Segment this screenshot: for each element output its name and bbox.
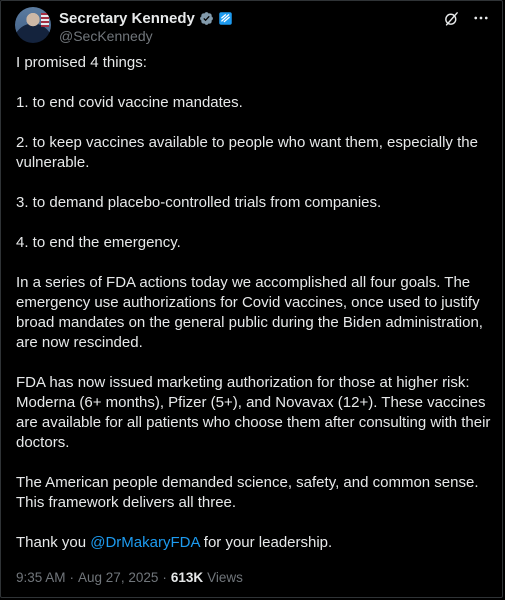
grok-icon[interactable] [442, 9, 460, 27]
tweet-paragraph: I promised 4 things: [16, 54, 147, 71]
tweet-paragraph: FDA has now issued marketing authorization for those at higher risk: Moderna (6+ months), Pfizer (5+), and Novavax (12+). These vaccines are available for all patients who choose them after consulting with their doctors. [16, 374, 495, 451]
tweet-date[interactable]: Aug 27, 2025 [78, 570, 159, 585]
tweet-paragraph: In a series of FDA actions today we accomplished all four goals. The emergency use authorizations for Covid vaccines, once used to justify broad mandates on the general public during the Biden administration, are now rescinded. [16, 274, 488, 351]
tweet-thanks-paragraph [16, 533, 492, 553]
meta-separator: · [162, 570, 167, 585]
mention-link[interactable]: @DrMakaryFDA [90, 534, 200, 551]
avatar[interactable] [15, 7, 51, 43]
tweet-paragraph: 4. to end the emergency. [16, 234, 181, 251]
tweet-text [16, 53, 495, 553]
flag-icon [41, 13, 49, 27]
government-affiliate-icon[interactable] [218, 11, 233, 26]
tweet-meta [16, 570, 243, 585]
tweet-header [15, 7, 490, 47]
views-label: Views [207, 570, 243, 585]
author-name-row [59, 9, 233, 27]
more-icon[interactable] [472, 9, 490, 27]
tweet-paragraph: 3. to demand placebo-controlled trials from companies. [16, 194, 382, 211]
tweet-paragraph: The American people demanded science, safety, and common sense. This framework delivers all three. [16, 474, 483, 511]
tweet-paragraph: 2. to keep vaccines available to people who want them, especially the vulnerable. [16, 134, 483, 171]
tweet-paragraph: 1. to end covid vaccine mandates. [16, 94, 243, 111]
author-display-name[interactable]: Secretary Kennedy [59, 9, 195, 27]
meta-separator: · [69, 570, 75, 585]
thanks-prefix: Thank you [16, 534, 91, 551]
verified-badge-icon[interactable] [199, 11, 214, 26]
author-handle[interactable]: @SecKennedy [59, 28, 153, 44]
thanks-suffix: for your leadership. [199, 534, 333, 551]
views-count[interactable]: 613K [170, 570, 204, 585]
header-actions [442, 9, 490, 27]
tweet-time[interactable]: 9:35 AM [16, 570, 66, 585]
